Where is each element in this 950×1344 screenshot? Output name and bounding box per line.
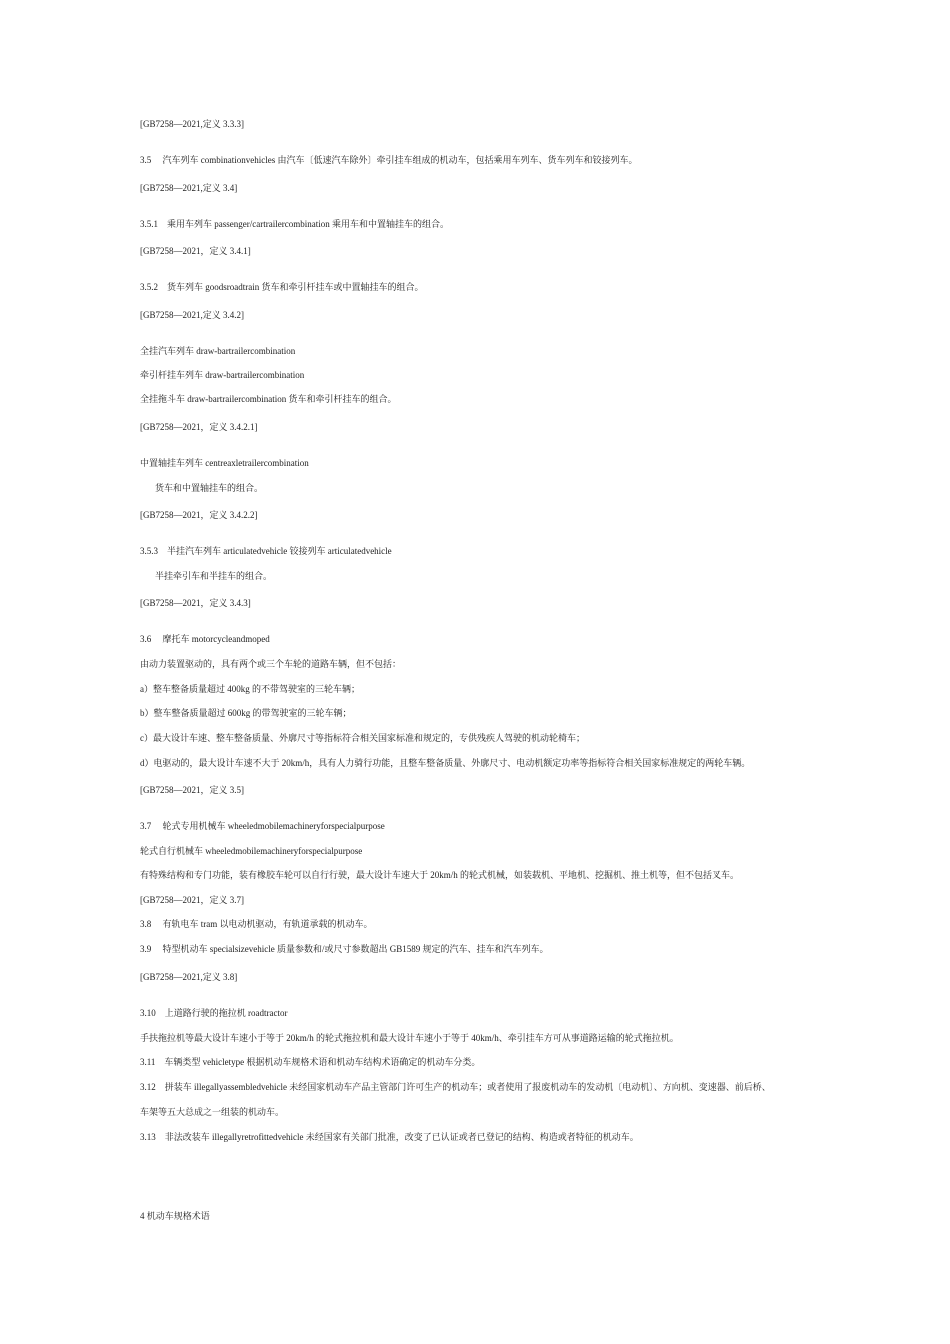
definition: 半挂牵引车和半挂车的组合。 bbox=[155, 571, 273, 581]
list-item: d）电驱动的，最大设计车速不大于 20km/h，具有人力骑行功能，且整车整备质量、外廓尺寸、电动机额定功率等指标符合相关国家标准规定的两轮车辆。 bbox=[140, 758, 751, 768]
term-3-5-2: 3.5.2 货车列车 goodsroadtrain 货车和牵引杆挂车或中置轴挂车的组合。 bbox=[140, 282, 424, 292]
term-3-7: 3.7 轮式专用机械车 wheeledmobilemachineryforspecialpurpose bbox=[140, 821, 385, 831]
term-3-5-1: 3.5.1 乘用车列车 passenger/cartrailercombination 乘用车和中置轴挂车的组合。 bbox=[140, 219, 449, 229]
list-item: c）最大设计车速、整车整备质量、外廓尺寸等指标符合相关国家标准和规定的，专供残疾人驾驶的机动轮椅车； bbox=[140, 733, 585, 743]
citation: [GB7258—2021,定义 3.3.3] bbox=[140, 119, 244, 129]
synonym-term: 牵引杆挂车列车 draw-bartrailercombination bbox=[140, 370, 305, 380]
citation: [GB7258—2021，定义 3.4.3] bbox=[140, 598, 251, 608]
term-3-11: 3.11 车辆类型 vehicletype 根据机动车规格术语和机动车结构术语确定的机动车分类。 bbox=[140, 1057, 481, 1067]
term-3-13: 3.13 非法改装车 illegallyretrofittedvehicle 未经国家有关部门批准，改变了已认证或者已登记的结构、构造或者特征的机动车。 bbox=[140, 1132, 639, 1142]
citation: [GB7258—2021，定义 3.4.2.2] bbox=[140, 510, 258, 520]
synonym-term: 全挂拖斗车 draw-bartrailercombination 货车和牵引杆挂车的组合。 bbox=[140, 394, 397, 404]
definition: 由动力装置驱动的，具有两个或三个车轮的道路车辆，但不包括： bbox=[140, 659, 402, 669]
term-3-5-3: 3.5.3 半挂汽车列车 articulatedvehicle 铰接列车 articulatedvehicle bbox=[140, 546, 392, 556]
term-3-8: 3.8 有轨电车 tram 以电动机驱动，有轨道承载的机动车。 bbox=[140, 919, 373, 929]
term-3-9: 3.9 特型机动车 specialsizevehicle 质量参数和/或尺寸参数超出 GB1589 规定的汽车、挂车和汽车列车。 bbox=[140, 944, 549, 954]
synonym-term: 中置轴挂车列车 centreaxletrailercombination bbox=[140, 458, 309, 468]
citation: [GB7258—2021,定义 3.8] bbox=[140, 972, 238, 982]
citation: [GB7258—2021，定义 3.7] bbox=[140, 895, 244, 905]
definition: 手扶拖拉机等最大设计车速小于等于 20km/h 的轮式拖拉机和最大设计车速小于等于 40km/h、牵引挂车方可从事道路运输的轮式拖拉机。 bbox=[140, 1033, 679, 1043]
definition: 货车和中置轴挂车的组合。 bbox=[155, 483, 264, 493]
citation: [GB7258—2021，定义 3.5] bbox=[140, 785, 244, 795]
citation: [GB7258—2021，定义 3.4.2.1] bbox=[140, 422, 258, 432]
list-item: a）整车整备质量超过 400kg 的不带驾驶室的三轮车辆； bbox=[140, 684, 360, 694]
term-3-6: 3.6 摩托车 motorcycleandmoped bbox=[140, 634, 270, 644]
list-item: b）整车整备质量超过 600kg 的带驾驶室的三轮车辆； bbox=[140, 708, 352, 718]
term-3-10: 3.10 上道路行驶的拖拉机 roadtractor bbox=[140, 1008, 288, 1018]
term-3-5: 3.5 汽车列车 combinationvehicles 由汽车〔低速汽车除外〕牵引挂车组成的机动车，包括乘用车列车、货车列车和铰接列车。 bbox=[140, 155, 638, 165]
definition: 有特殊结构和专门功能，装有橡胶车轮可以自行行驶，最大设计车速大于 20km/h 的轮式机械，如装载机、平地机、挖掘机、推土机等，但不包括叉车。 bbox=[140, 870, 740, 880]
synonym-term: 全挂汽车列车 draw-bartrailercombination bbox=[140, 346, 296, 356]
term-3-12: 3.12 拼装车 illegallyassembledvehicle 未经国家机动车产品主管部门许可生产的机动车；或者使用了报废机动车的发动机〔电动机〕、方向机、变速器、前后桥、 bbox=[140, 1082, 771, 1092]
citation: [GB7258—2021，定义 3.4.1] bbox=[140, 246, 251, 256]
definition-continued: 车架等五大总成之一组装的机动车。 bbox=[140, 1107, 285, 1117]
citation: [GB7258—2021,定义 3.4] bbox=[140, 183, 238, 193]
section-heading-4: 4 机动车规格术语 bbox=[140, 1211, 210, 1221]
citation: [GB7258—2021,定义 3.4.2] bbox=[140, 310, 244, 320]
synonym-term: 轮式自行机械车 wheeledmobilemachineryforspecialpurpose bbox=[140, 846, 363, 856]
